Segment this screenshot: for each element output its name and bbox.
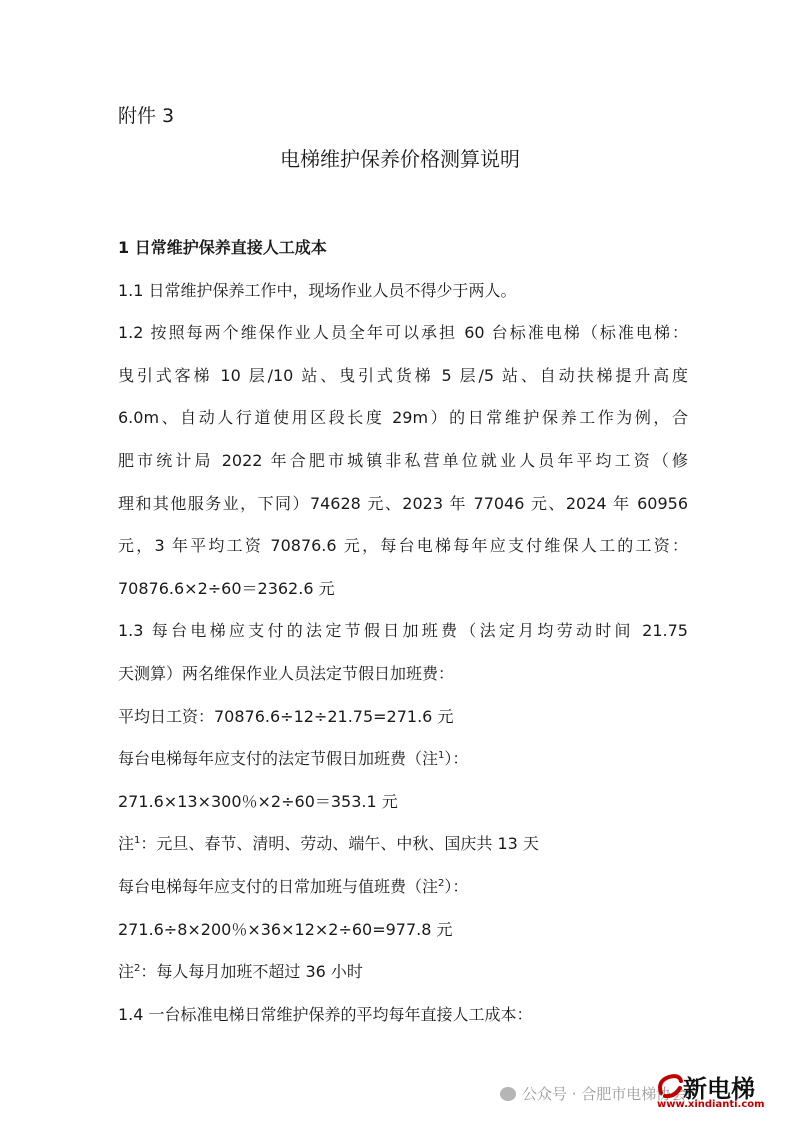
text-line-tail: ）：: [444, 876, 469, 896]
text-line: [118, 440, 688, 483]
footnote-marker: 2: [438, 877, 445, 889]
text-line-main: 肥市统计局 2022 年合肥市城镇非私营单位就业人员年平均工资（修: [118, 450, 688, 470]
text-line: [118, 738, 688, 781]
text-line-main: 曳引式客梯 10 层/10 站、曳引式货梯 5 层/5 站、自动扶梯提升高度: [118, 365, 688, 385]
text-line-tail: ）：: [444, 749, 469, 769]
text-line-tail: ：每人每月加班不超过 36 小时: [140, 962, 363, 982]
wechat-icon: [500, 1087, 516, 1101]
watermark: [490, 1065, 790, 1115]
text-line-main: 天测算）两名维保作业人员法定节假日加班费：: [118, 663, 455, 683]
section-heading: [118, 227, 688, 270]
text-line-main: 每台电梯每年应支付的日常加班与值班费（注: [118, 876, 439, 896]
text-line-main: 1.4 一台标准电梯日常维护保养的平均每年直接人工成本：: [118, 1004, 533, 1024]
text-line: [118, 696, 688, 739]
text-line: [118, 568, 688, 611]
text-line-main: 元，3 年平均工资 70876.6 元，每台电梯每年应支付维保人工的工资：: [118, 536, 688, 556]
text-line: [118, 312, 688, 355]
text-line-main: 1.3 每台电梯应支付的法定节假日加班费（法定月均劳动时间 21.75: [118, 621, 688, 641]
text-line-main: 注: [118, 962, 135, 982]
text-line-main: 6.0m、自动人行道使用区段长度 29m）的日常维护保养工作为例，合: [118, 408, 688, 428]
xindianti-logo: [655, 1069, 790, 1113]
document-title: 电梯维护保养价格测算说明: [280, 147, 520, 171]
text-line-tail: ：元旦、春节、清明、劳动、端午、中秋、国庆共 13 天: [140, 834, 539, 854]
text-line: [118, 951, 688, 994]
text-line: [118, 781, 688, 824]
text-line: [118, 610, 688, 653]
logo-name: 新电梯: [683, 1075, 755, 1103]
text-line: [118, 355, 688, 398]
footnote-marker: 1: [438, 750, 445, 762]
text-line: [118, 866, 688, 909]
text-line-main: 理和其他服务业，下同）74628 元、2023 年 77046 元、2024 年 60956: [118, 493, 688, 513]
text-line: [118, 525, 688, 568]
text-line: [118, 994, 688, 1037]
text-line-main: 平均日工资：70876.6÷12÷21.75=271.6 元: [118, 706, 454, 726]
logo-mark-icon: [655, 1071, 685, 1099]
text-line-main: 70876.6×2÷60＝2362.6 元: [118, 578, 335, 598]
text-line-main: 每台电梯每年应支付的法定节假日加班费（注: [118, 749, 439, 769]
text-line: [118, 397, 688, 440]
document-body: [118, 227, 688, 1036]
text-line: [118, 653, 688, 696]
footnote-marker: 1: [134, 835, 141, 847]
text-line-main: 1 日常维护保养直接人工成本: [118, 238, 327, 257]
text-line: [118, 909, 688, 952]
watermark-text: 公众号 · 合肥市电梯协会: [522, 1085, 687, 1103]
attachment-label: 附件 3: [118, 105, 175, 127]
text-line-main: 1.2 按照每两个维保作业人员全年可以承担 60 台标准电梯（标准电梯：: [118, 323, 688, 343]
text-line-main: 1.1 日常维护保养工作中，现场作业人员不得少于两人。: [118, 280, 517, 300]
text-line-main: 注: [118, 834, 135, 854]
footnote-marker: 2: [134, 963, 141, 975]
text-line-main: 271.6×13×300％×2÷60＝353.1 元: [118, 791, 398, 811]
logo-url: www.xindianti.com: [657, 1099, 765, 1110]
text-line: [118, 270, 688, 313]
text-line: [118, 823, 688, 866]
text-line: [118, 483, 688, 526]
text-line-main: 271.6÷8×200％×36×12×2÷60=977.8 元: [118, 919, 453, 939]
